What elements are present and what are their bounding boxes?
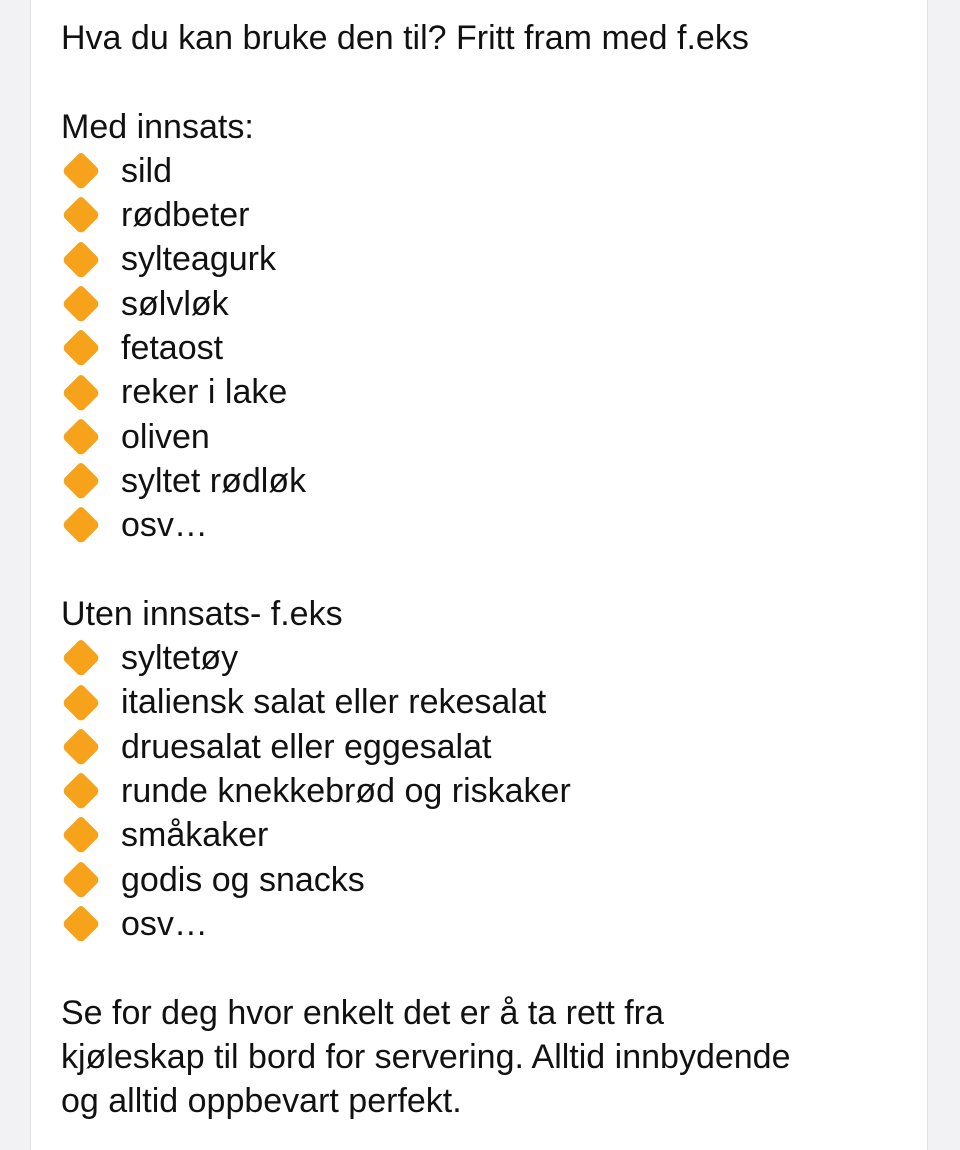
list-item [61,282,911,326]
list-item-label: syltet rødløk [121,461,307,500]
list-item [61,326,911,370]
list-item-label: druesalat eller eggesalat [121,727,492,766]
list-item [61,636,911,680]
list-item [61,902,911,946]
orange-diamond-icon [61,636,103,680]
orange-diamond-icon [61,503,103,547]
list-item-label: småkaker [121,816,269,855]
orange-diamond-icon [61,415,103,459]
section-heading-without: Uten innsats- f.eks [61,594,343,633]
list-item-label: italiensk salat eller rekesalat [121,683,547,722]
orange-diamond-icon [61,193,103,237]
list-with [61,149,911,548]
closing-line-2: kjøleskap til bord for servering. Alltid innbydende [61,1037,791,1076]
list-without [61,636,911,946]
list-item [61,193,911,237]
list-item-label: rødbeter [121,196,250,235]
list-item-label: sylteagurk [121,240,276,279]
list-item [61,680,911,724]
list-item [61,725,911,769]
orange-diamond-icon [61,326,103,370]
list-item-label: syltetøy [121,639,239,678]
orange-diamond-icon [61,238,103,282]
closing-line-1: Se for deg hvor enkelt det er å ta rett fra [61,993,664,1032]
list-item-label: sølvløk [121,284,229,323]
orange-diamond-icon [61,902,103,946]
orange-diamond-icon [61,813,103,857]
list-item [61,415,911,459]
post-text [61,16,911,1123]
orange-diamond-icon [61,725,103,769]
orange-diamond-icon [61,858,103,902]
orange-diamond-icon [61,282,103,326]
orange-diamond-icon [61,769,103,813]
list-item [61,459,911,503]
spacer [61,548,911,592]
list-item-label: osv… [121,904,208,943]
closing-line-3: og alltid oppbevart perfekt. [61,1082,462,1121]
section-heading-with: Med innsats: [61,107,254,146]
orange-diamond-icon [61,149,103,193]
list-item-label: oliven [121,417,210,456]
list-item-label: runde knekkebrød og riskaker [121,772,571,811]
list-item-label: osv… [121,506,208,545]
orange-diamond-icon [61,371,103,415]
list-item-label: fetaost [121,329,224,368]
list-item-label: reker i lake [121,373,288,412]
list-item [61,503,911,547]
orange-diamond-icon [61,459,103,503]
list-item [61,769,911,813]
list-item [61,370,911,414]
list-item [61,237,911,281]
spacer [61,946,911,990]
spacer [61,60,911,104]
list-item-label: godis og snacks [121,860,365,899]
list-item [61,149,911,193]
orange-diamond-icon [61,681,103,725]
list-item [61,813,911,857]
intro-text: Hva du kan bruke den til? Fritt fram med f.eks [61,19,749,57]
list-item [61,858,911,902]
post-card [30,0,928,1150]
list-item-label: sild [121,151,173,190]
